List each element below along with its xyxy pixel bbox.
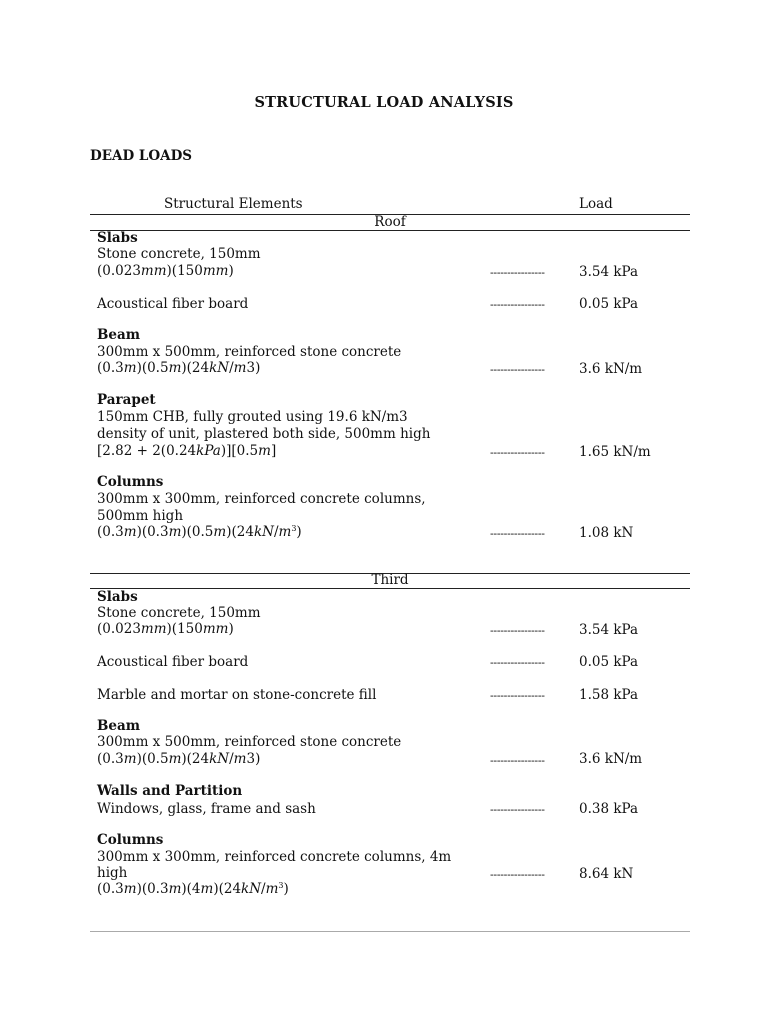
roof-parapet-heading: Parapet (97, 392, 156, 408)
roof-columns-desc-2: 500mm high (97, 508, 184, 524)
leader-dashes: ---------------- (490, 527, 545, 540)
roof-slabs-value: 3.54 kPa (579, 264, 639, 280)
roof-columns-desc-1: 300mm x 300mm, reinforced concrete columns, (97, 491, 426, 507)
leader-dashes: ---------------- (490, 754, 545, 767)
table-rule (90, 230, 690, 231)
leader-dashes: ---------------- (490, 624, 545, 637)
third-slabs-value: 3.54 kPa (579, 622, 639, 638)
third-beam-formula: (0.3m)(0.5m)(24kN/m3) (97, 751, 261, 767)
column-header-elements: Structural Elements (164, 196, 303, 212)
roof-parapet-value: 1.65 kN/m (579, 444, 651, 460)
third-slabs-heading: Slabs (97, 589, 138, 605)
leader-dashes: ---------------- (490, 446, 545, 459)
section-heading-dead-loads: DEAD LOADS (90, 148, 193, 164)
third-beam-heading: Beam (97, 718, 141, 734)
leader-dashes: ---------------- (490, 298, 545, 311)
roof-columns-heading: Columns (97, 474, 164, 490)
page-title: STRUCTURAL LOAD ANALYSIS (254, 94, 514, 111)
third-acoustical-value: 0.05 kPa (579, 654, 639, 670)
leader-dashes: ---------------- (490, 803, 545, 816)
footer-rule (90, 931, 690, 932)
third-walls-value: 0.38 kPa (579, 801, 639, 817)
roof-beam-heading: Beam (97, 327, 141, 343)
roof-beam-formula: (0.3m)(0.5m)(24kN/m3) (97, 360, 261, 376)
roof-beam-value: 3.6 kN/m (579, 361, 643, 377)
leader-dashes: ---------------- (490, 266, 545, 279)
roof-parapet-desc-1: 150mm CHB, fully grouted using 19.6 kN/m3 (97, 409, 408, 425)
roof-acoustical-desc: Acoustical fiber board (97, 296, 249, 312)
third-columns-desc-2: high (97, 865, 128, 881)
third-columns-heading: Columns (97, 832, 164, 848)
third-columns-value: 8.64 kN (579, 866, 634, 882)
leader-dashes: ---------------- (490, 689, 545, 702)
column-header-load: Load (579, 196, 613, 212)
third-marble-desc: Marble and mortar on stone-concrete fill (97, 687, 377, 703)
table-rule (90, 588, 690, 589)
third-columns-formula: $(0.3m)(0.3m)(4m)(24kN/m^3)$ (97, 881, 289, 897)
roof-parapet-formula: [2.82 + 2(0.24kPa)][0.5m] (97, 443, 277, 459)
roof-slabs-desc: Stone concrete, 150mm (97, 246, 261, 262)
leader-dashes: ---------------- (490, 656, 545, 669)
leader-dashes: ---------------- (490, 868, 545, 881)
roof-parapet-desc-2: density of unit, plastered both side, 500mm high (97, 426, 431, 442)
roof-slabs-heading: Slabs (97, 230, 138, 246)
third-beam-value: 3.6 kN/m (579, 751, 643, 767)
leader-dashes: ---------------- (490, 363, 545, 376)
roof-columns-value: 1.08 kN (579, 525, 634, 541)
third-slabs-formula: (0.023mm)(150mm) (97, 621, 234, 637)
third-marble-value: 1.58 kPa (579, 687, 639, 703)
third-walls-heading: Walls and Partition (97, 783, 243, 799)
section-label-third: Third (371, 572, 409, 588)
roof-acoustical-value: 0.05 kPa (579, 296, 639, 312)
roof-columns-formula: $(0.3m)(0.3m)(0.5m)(24kN/m^3)$ (97, 524, 302, 540)
section-label-roof: Roof (374, 214, 406, 230)
third-beam-desc: 300mm x 500mm, reinforced stone concrete (97, 734, 402, 750)
third-columns-desc-1: 300mm x 300mm, reinforced concrete columns, 4m (97, 849, 452, 865)
third-acoustical-desc: Acoustical fiber board (97, 654, 249, 670)
roof-beam-desc: 300mm x 500mm, reinforced stone concrete (97, 344, 402, 360)
roof-slabs-formula: (0.023mm)(150mm) (97, 263, 234, 279)
third-walls-desc: Windows, glass, frame and sash (97, 801, 316, 817)
third-slabs-desc: Stone concrete, 150mm (97, 605, 261, 621)
